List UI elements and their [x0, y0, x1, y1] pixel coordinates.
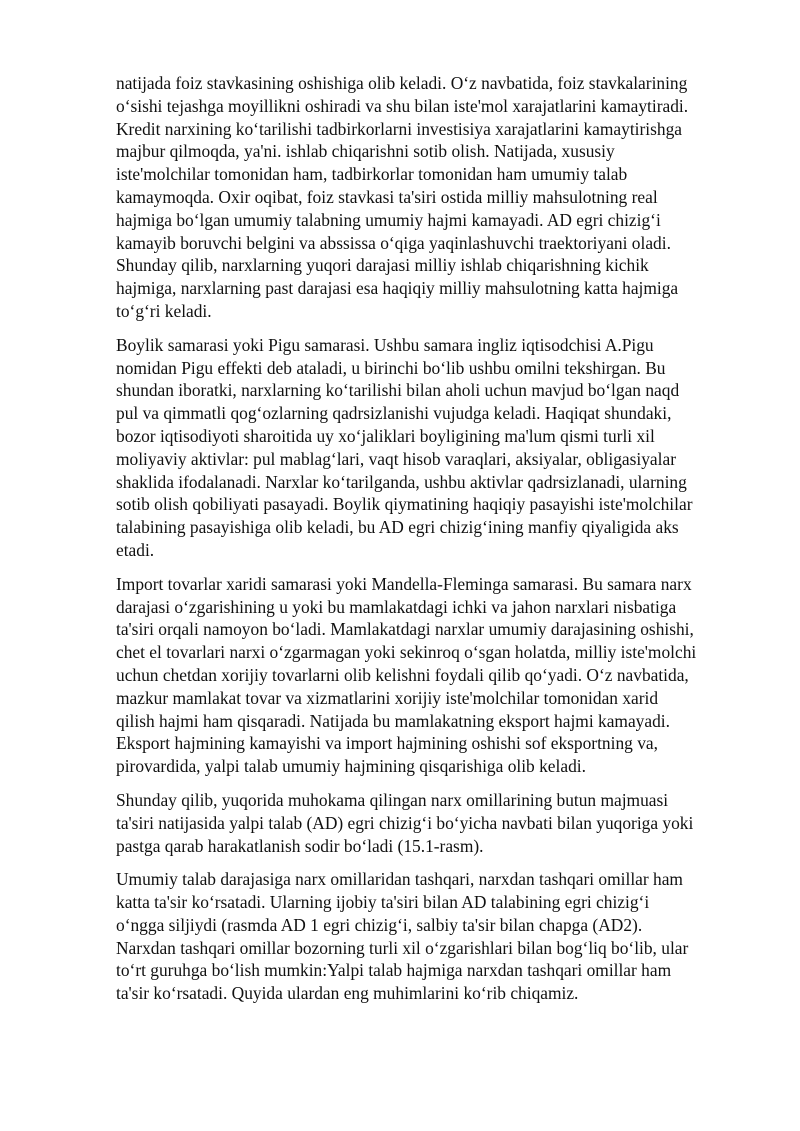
paragraph-import-effect: Import tovarlar xaridi samarasi yoki Mandella-Fleminga samarasi. Bu samara narx darajasi o‘zgarishining u yoki bu mamlakatdagi ichki va jahon narxlari nisbatiga ta'siri orqali namoyon bo‘ladi. Mamlakatdagi narxlar umumiy darajasining oshishi, chet el tovarlari narxi o‘zgarmagan yoki sekinroq o‘sgan holatda, milliy iste'molchi uchun chetdan xorijiy tovarlarni olib kelishni foydali qilib qo‘yadi. O‘z navbatida, mazkur mamlakat tovar va xizmatlarini xorijiy iste'molchilar tomonidan xarid qilish hajmi ham qisqaradi. Natijada bu mamlakatning eksport hajmi kamayadi. Eksport hajmining kamayishi va import hajmining oshishi sof eksportning va, pirovardida, yalpi talab umumiy hajmining qisqarishiga olib keladi. — [116, 573, 697, 777]
paragraph-pigou-effect: Boylik samarasi yoki Pigu samarasi. Ushbu samara ingliz iqtisodchisi A.Pigu nomidan Pigu effekti deb ataladi, u birinchi bo‘lib ushbu omilni tekshirgan. Bu shundan iboratki, narxlarning ko‘tarilishi bilan aholi uchun mavjud bo‘lgan naqd pul va qimmatli qog‘ozlarning qadrsizlanishi vujudga keladi. Haqiqat shundaki, bozor iqtisodiyoti sharoitida uy xo‘jaliklari boyligining ma'lum qismi turli xil moliyaviy aktivlar: pul mablag‘lari, vaqt hisob varaqlari, aksiyalar, obligasiyalar shaklida ifodalanadi. Narxlar ko‘tarilganda, ushbu aktivlar qadrsizlanadi, ularning sotib olish qobiliyati pasayadi. Boylik qiymatining haqiqiy pasayishi iste'molchilar talabining pasayishiga olib keladi, bu AD egri chizig‘ining manfiy qiyaligida aks etadi. — [116, 334, 693, 560]
document-page — [116, 72, 746, 1016]
paragraph-summary: Shunday qilib, yuqorida muhokama qilingan narx omillarining butun majmuasi ta'siri natijasida yalpi talab (AD) egri chizig‘i bo‘yicha navbati bilan yuqoriga yoki pastga qarab harakatlanish sodir bo‘ladi (15.1-rasm). — [116, 789, 694, 856]
paragraph-non-price-factors: Umumiy talab darajasiga narx omillaridan tashqari, narxdan tashqari omillar ham katta ta'sir ko‘rsatadi. Ularning ijobiy ta'siri bilan AD talabining egri chizig‘i o‘ngga siljiydi (rasmda AD 1 egri chizig‘i, salbiy ta'sir bilan chapga (AD2). Narxdan tashqari omillar bozorning turli xil o‘zgarishlari bilan bog‘liq bo‘lib, ular to‘rt guruhga bo‘lish mumkin:Yalpi talab hajmiga narxdan tashqari omillar ham ta'sir ko‘rsatadi. Quyida ulardan eng muhimlarini ko‘rib chiqamiz. — [116, 869, 689, 1004]
paragraph-interest-rate-effect: natijada foiz stavkasining oshishiga olib keladi. O‘z navbatida, foiz stavkalarining o‘sishi tejashga moyillikni oshiradi va shu bilan iste'mol xarajatlarini kamaytiradi. Kredit narxining ko‘tarilishi tadbirkorlarni investisiya xarajatlarini kamaytirishga majbur qilmoqda, ya'ni. ishlab chiqarishni sotib olish. Natijada, xususiy iste'molchilar tomonidan ham, tadbirkorlar tomonidan ham umumiy talab kamaymoqda. Oxir oqibat, foiz stavkasi ta'siri ostida milliy mahsulotning real hajmiga bo‘lgan umumiy talabning umumiy hajmi kamayadi. AD egri chizig‘i kamayib boruvchi belgini va abssissa o‘qiga yaqinlashuvchi traektoriyani oladi. Shunday qilib, narxlarning yuqori darajasi milliy ishlab chiqarishning kichik hajmiga, narxlarning past darajasi esa haqiqiy milliy mahsulotning katta hajmiga to‘g‘ri keladi. — [116, 73, 689, 321]
